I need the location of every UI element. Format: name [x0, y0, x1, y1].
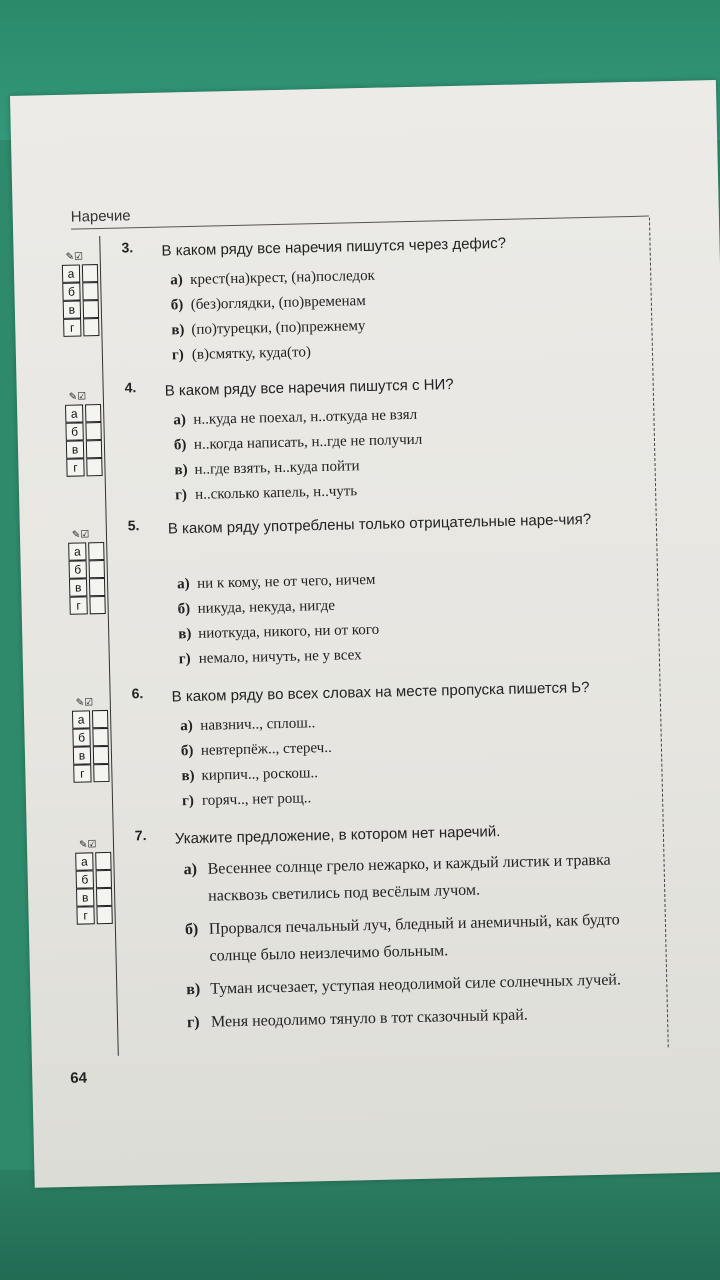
option-letter: в) — [171, 322, 185, 339]
pencil-check-icon: ✎☑ — [75, 697, 94, 709]
option-text: Весеннее солнце грело нежарко, и каждый листик и травка насквозь светились под весёлым лучом. — [207, 851, 611, 905]
option-letter: г) — [171, 347, 184, 364]
grid-letter: б — [65, 422, 83, 440]
question-text: Укажите предложение, в котором нет наречий. — [174, 823, 501, 848]
answer-checkbox-g[interactable] — [93, 764, 109, 782]
option-letter: г) — [178, 651, 191, 668]
grid-letter: г — [66, 458, 84, 476]
left-margin-line — [99, 236, 119, 1056]
answer-checkbox-v[interactable] — [89, 578, 105, 596]
option-text: Меня неодолимо тянуло в тот сказочный край. — [210, 1006, 529, 1031]
option-letter: г) — [174, 487, 188, 504]
option-b[interactable] — [185, 906, 656, 971]
option-text: н..когда написать, н..где не получил — [193, 431, 423, 453]
answer-grid — [75, 838, 113, 925]
answer-checkbox-b[interactable] — [96, 870, 112, 888]
grid-letter: г — [73, 764, 91, 782]
grid-letter: б — [72, 728, 90, 746]
answer-grid — [68, 528, 106, 615]
option-text: н..где взять, н..куда пойти — [194, 458, 360, 478]
option-a[interactable] — [183, 846, 654, 911]
option-letter: а) — [180, 718, 194, 735]
answer-checkbox-a[interactable] — [82, 264, 98, 282]
option-text: Туман исчезает, уступая неодолимой силе солнечных лучей. — [210, 971, 622, 998]
question-number: 6. — [131, 685, 144, 702]
option-letter: б) — [180, 743, 194, 760]
option-letter: а) — [170, 272, 183, 289]
question-5 — [20, 505, 660, 668]
option-letter: в) — [178, 626, 192, 643]
workbook-page — [10, 80, 720, 1188]
pencil-check-icon: ✎☑ — [65, 251, 84, 263]
options-list — [177, 562, 649, 673]
answer-checkbox-v[interactable] — [86, 440, 102, 458]
option-letter: б) — [170, 297, 184, 314]
header-divider — [71, 216, 649, 230]
answer-checkbox-g[interactable] — [96, 906, 112, 924]
answer-checkbox-b[interactable] — [89, 560, 105, 578]
options-list — [183, 846, 657, 1043]
grid-letter: б — [69, 560, 87, 578]
pencil-check-icon: ✎☑ — [68, 391, 87, 403]
option-text: кирпич.., роскош.. — [201, 765, 319, 784]
grid-letter: г — [63, 318, 81, 336]
answer-checkbox-g[interactable] — [89, 596, 105, 614]
answer-grid — [65, 390, 103, 477]
question-number: 7. — [134, 827, 147, 844]
option-letter: в) — [174, 462, 188, 479]
answer-checkbox-b[interactable] — [92, 728, 108, 746]
answer-checkbox-g[interactable] — [83, 318, 99, 336]
question-number: 4. — [124, 379, 137, 396]
question-number: 3. — [121, 239, 134, 256]
answer-checkbox-v[interactable] — [93, 746, 109, 764]
option-text: немало, ничуть, не у всех — [198, 647, 362, 667]
option-text: невтерпёж.., стереч.. — [200, 739, 332, 759]
option-v[interactable] — [186, 966, 656, 1004]
grid-letter: г — [76, 906, 94, 924]
grid-letter: г — [69, 596, 87, 614]
pencil-check-icon: ✎☑ — [78, 839, 97, 851]
option-text: ниоткуда, никого, ни от кого — [198, 621, 380, 642]
answer-checkbox-a[interactable] — [92, 710, 108, 728]
answer-checkbox-v[interactable] — [96, 888, 112, 906]
table-surface-bottom — [0, 1170, 720, 1280]
question-4 — [16, 367, 656, 504]
option-text: горяч.., нет рощ.. — [201, 790, 312, 809]
grid-letter: б — [62, 282, 80, 300]
answer-checkbox-g[interactable] — [86, 458, 102, 476]
option-text: ни к кому, не от чего, ничем — [196, 571, 376, 592]
answer-checkbox-b[interactable] — [85, 422, 101, 440]
option-text: (без)оглядки, (по)временам — [190, 292, 366, 313]
option-letter: а) — [183, 860, 198, 879]
grid-letter: в — [69, 578, 87, 596]
grid-letter: в — [63, 300, 81, 318]
option-letter: а) — [173, 412, 187, 429]
answer-checkbox-a[interactable] — [95, 852, 111, 870]
grid-letter: а — [75, 852, 93, 870]
option-letter: а) — [176, 576, 190, 593]
answer-grid — [72, 696, 110, 783]
question-6 — [23, 673, 663, 810]
answer-checkbox-a[interactable] — [88, 542, 104, 560]
options-list — [170, 258, 642, 369]
question-text: В каком ряду все наречия пишутся через дефис? — [161, 234, 507, 260]
grid-letter: б — [76, 870, 94, 888]
option-letter: б) — [184, 920, 199, 939]
grid-letter: в — [76, 888, 94, 906]
answer-checkbox-b[interactable] — [82, 282, 98, 300]
question-7 — [27, 815, 667, 1032]
grid-letter: а — [72, 710, 90, 728]
option-text: крест(на)крест, (на)последок — [190, 267, 376, 288]
option-text: никуда, некуда, нигде — [197, 597, 336, 617]
option-text: (по)турецки, (по)прежнему — [191, 317, 366, 338]
grid-letter: а — [68, 542, 86, 560]
grid-letter: в — [73, 746, 91, 764]
page-number: 64 — [70, 1069, 88, 1087]
question-text: В каком ряду все наречия пишутся с НИ? — [164, 376, 454, 400]
answer-checkbox-v[interactable] — [83, 300, 99, 318]
options-list — [173, 398, 645, 509]
grid-letter: а — [65, 404, 83, 422]
options-list — [180, 704, 652, 815]
option-text: (в)смятку, куда(то) — [191, 344, 312, 363]
question-text: В каком ряду во всех словах на месте пропуска пишется Ь? — [171, 679, 590, 706]
option-letter: г) — [186, 1013, 200, 1032]
grid-letter: а — [62, 264, 80, 282]
option-letter: в) — [186, 980, 201, 999]
option-letter: б) — [173, 437, 187, 454]
option-text: Прорвался печальный луч, бледный и анемичный, как будто солнце было неизлечимо больным. — [208, 911, 620, 965]
pencil-check-icon: ✎☑ — [71, 529, 90, 541]
option-text: н..куда не поехал, н..откуда не взял — [193, 406, 418, 428]
grid-letter: в — [66, 440, 84, 458]
option-text: н..сколько капель, н..чуть — [194, 483, 358, 503]
option-g[interactable] — [187, 999, 657, 1037]
section-title: Наречие — [70, 207, 131, 226]
option-letter: б) — [177, 601, 191, 618]
option-letter: г) — [181, 793, 195, 810]
question-number: 5. — [127, 517, 140, 534]
option-letter: в) — [181, 767, 195, 785]
answer-grid — [62, 250, 100, 337]
answer-checkbox-a[interactable] — [85, 404, 101, 422]
question-3 — [13, 227, 653, 364]
question-text: В каком ряду употреблены только отрицательные наре-чия? — [167, 510, 592, 538]
option-text: навзнич.., сплош.. — [200, 715, 316, 734]
